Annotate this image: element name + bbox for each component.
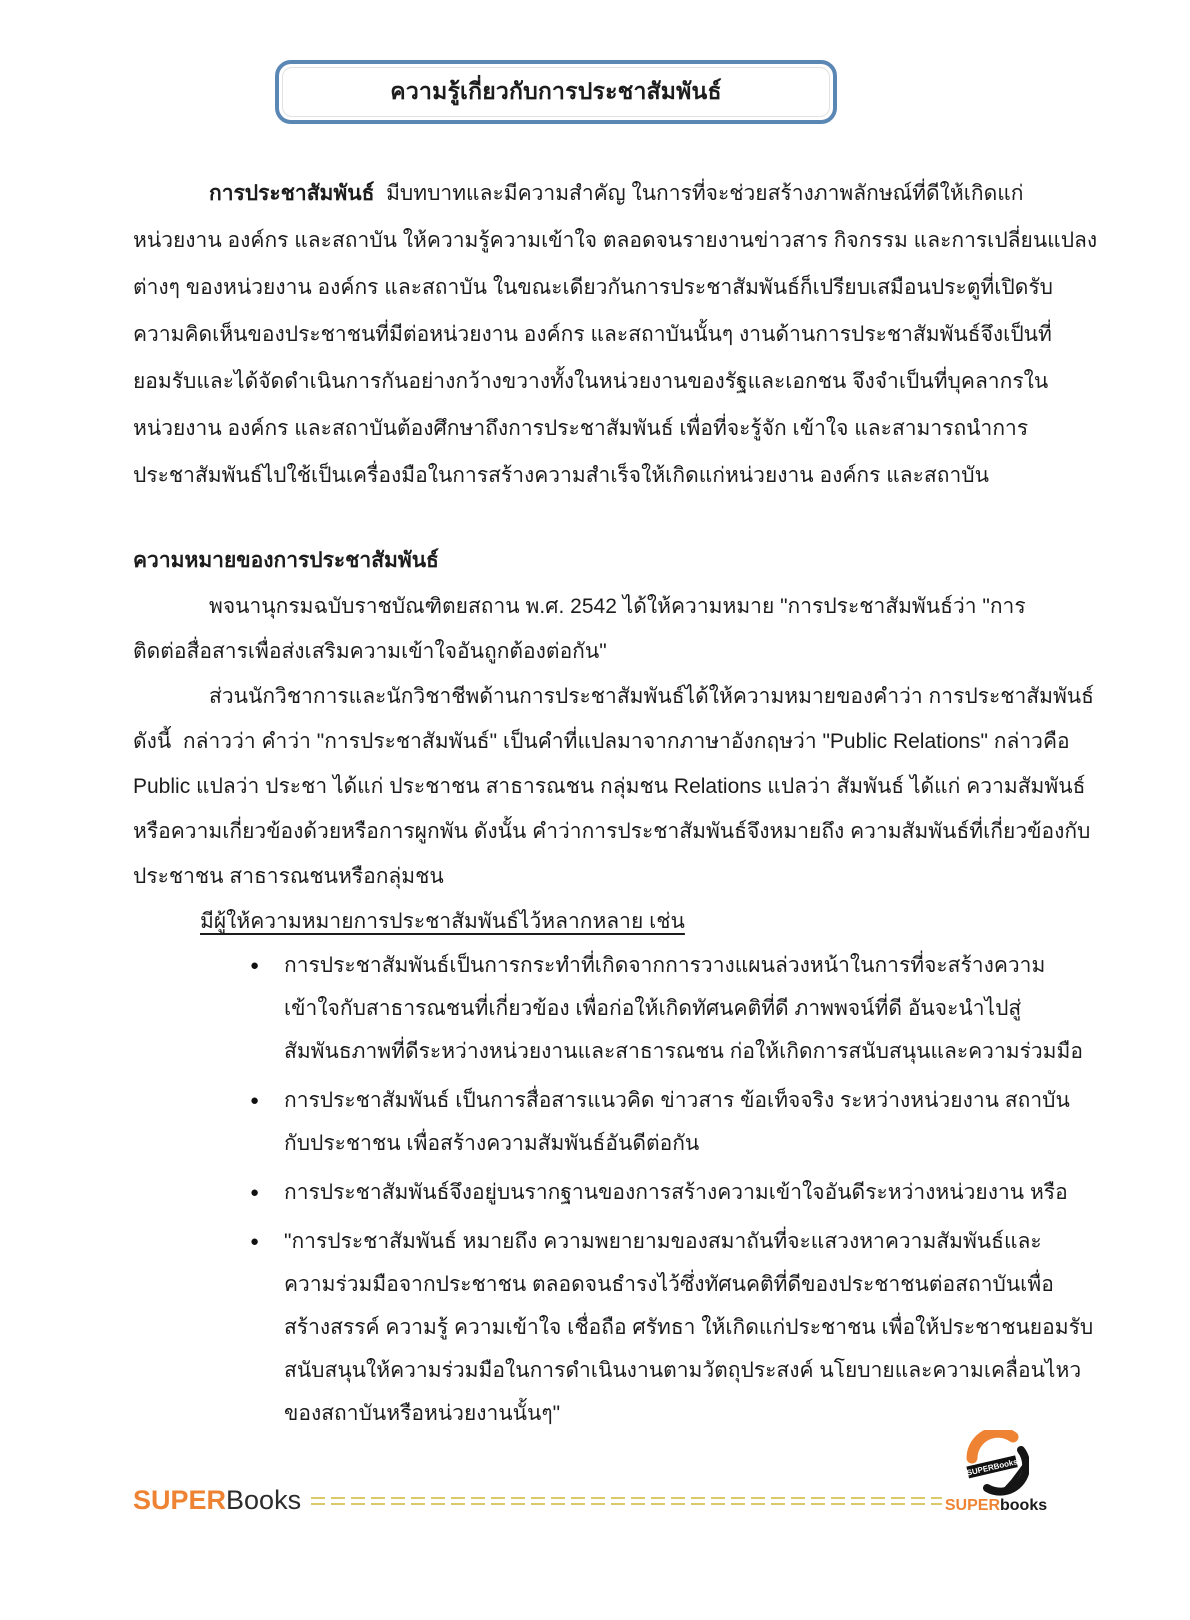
- underlined-subheading: มีผู้ให้ความหมายการประชาสัมพันธ์ไว้หลากหลาย เช่น: [200, 910, 685, 933]
- bullet-line: สร้างสรรค์ ความรู้ ความเข้าใจ เชื่อถือ ศรัทธา ให้เกิดแก่ประชาชน เพื่อให้ประชาชนยอมรับ: [284, 1316, 1094, 1339]
- text-line: พจนานุกรมฉบับราชบัณฑิตยสถาน พ.ศ. 2542 ได้ให้ความหมาย "การประชาสัมพันธ์ว่า "การ: [209, 595, 1026, 618]
- title-box-inner-border: [282, 67, 830, 117]
- footer-logo-wordmark: [945, 1498, 1047, 1514]
- text-line: การประชาสัมพันธ์ มีบทบาทและมีความสำคัญ ในการที่จะช่วยสร้างภาพลักษณ์ที่ดีให้เกิดแก่: [133, 170, 1063, 217]
- text-line: ดังนี้ กล่าวว่า คำว่า "การประชาสัมพันธ์" เป็นคำที่แปลมาจากภาษาอังกฤษว่า "Public Relations" กล่าวคือ: [133, 730, 1070, 753]
- text-line: หน่วยงาน องค์กร และสถาบันต้องศึกษาถึงการประชาสัมพันธ์ เพื่อที่จะรู้จัก เข้าใจ และสามารถนำการ: [133, 417, 1029, 440]
- bullet-dot-icon: ●: [250, 1233, 260, 1250]
- bullet-item: [133, 944, 1083, 1073]
- page-title: ความรู้เกี่ยวกับการประชาสัมพันธ์: [390, 78, 722, 104]
- footer-brand: [133, 1487, 301, 1514]
- intro-paragraph: [133, 170, 1098, 499]
- text-line: ติดต่อสื่อสารเพื่อส่งเสริมความเข้าใจอันถูกต้องต่อกัน": [133, 640, 607, 663]
- footer-brand-super: SUPER: [133, 1485, 227, 1515]
- bullet-dot-icon: ●: [250, 957, 260, 974]
- text-line: ความคิดเห็นของประชาชนที่มีต่อหน่วยงาน องค์กร และสถาบันนั้นๆ งานด้านการประชาสัมพันธ์จึงเป็นที่: [133, 323, 1052, 346]
- footer: [133, 1430, 1048, 1515]
- bullet-list: [133, 944, 1094, 1435]
- text-line: หน่วยงาน องค์กร และสถาบัน ให้ความรู้ความเข้าใจ ตลอดจนรายงานข่าวสาร กิจกรรม และการเปลี่ยนแปลง: [133, 229, 1098, 252]
- superbooks-logo-icon: [963, 1430, 1029, 1496]
- text-line: หรือความเกี่ยวข้องด้วยหรือการผูกพัน ดังนั้น คำว่าการประชาสัมพันธ์จึงหมายถึง ความสัมพันธ์ที่เกี่ยวข้องกับ: [133, 820, 1091, 843]
- bullet-item: [133, 1220, 1094, 1435]
- bullet-line: สนับสนุนให้ความร่วมมือในการดำเนินงานตามวัตถุประสงค์ นโยบายและความเคลื่อนไหว: [284, 1359, 1082, 1382]
- body-content: [133, 170, 1098, 1441]
- section-heading: ความหมายของการประชาสัมพันธ์: [133, 549, 439, 572]
- bullet-dot-icon: ●: [250, 1184, 260, 1201]
- text-line: ยอมรับและได้จัดดำเนินการกันอย่างกว้างขวางทั้งในหน่วยงานของรัฐและเอกชน จึงจำเป็นที่บุคลากรใน: [133, 370, 1049, 393]
- footer-brand-books: Books: [226, 1485, 302, 1515]
- lead-term: การประชาสัมพันธ์: [209, 182, 375, 205]
- bullet-line: ของสถาบันหรือหน่วยงานนั้นๆ": [284, 1402, 561, 1425]
- logo-banner-text: SUPERBooks: [965, 1457, 1019, 1478]
- bullet-line: ความร่วมมือจากประชาชน ตลอดจนธำรงไว้ซึ่งทัศนคติที่ดีของประชาชนต่อสถาบันเพื่อ: [284, 1273, 1054, 1296]
- text-line: ประชาชน สาธารณชนหรือกลุ่มชน: [133, 865, 444, 888]
- footer-dash-divider: [311, 1497, 942, 1505]
- text-line: Public แปลว่า ประชา ได้แก่ ประชาชน สาธารณชน กลุ่มชน Relations แปลว่า สัมพันธ์ ได้แก่ ความสัมพันธ์: [133, 775, 1086, 798]
- title-box: [275, 60, 837, 124]
- bullet-line: ● การประชาสัมพันธ์ เป็นการสื่อสารแนวคิด ข่าวสาร ข้อเท็จจริง ระหว่างหน่วยงาน สถาบัน: [133, 1079, 1063, 1122]
- footer-logo: [944, 1430, 1048, 1514]
- bullet-line: ● การประชาสัมพันธ์จึงอยู่บนรากฐานของการสร้างความเข้าใจอันดีระหว่างหน่วยงาน หรือ: [133, 1171, 1063, 1214]
- bullet-item: [133, 1171, 1068, 1214]
- text-line: ส่วนนักวิชาการและนักวิชาชีพด้านการประชาสัมพันธ์ได้ให้ความหมายของคำว่า การประชาสัมพันธ์: [209, 685, 1094, 708]
- vertical-spacer: [133, 499, 1063, 537]
- bullet-line: ● การประชาสัมพันธ์เป็นการกระทำที่เกิดจากการวางแผนล่วงหน้าในการที่จะสร้างความ: [133, 944, 1063, 987]
- bullet-dot-icon: ●: [250, 1092, 260, 1109]
- bullet-item: [133, 1079, 1070, 1165]
- bullet-line: สัมพันธภาพที่ดีระหว่างหน่วยงานและสาธารณชน ก่อให้เกิดการสนับสนุนและความร่วมมือ: [284, 1040, 1083, 1063]
- text-line: ต่างๆ ของหน่วยงาน องค์กร และสถาบัน ในขณะเดียวกันการประชาสัมพันธ์ก็เปรียบเสมือนประตูที่เปิดรับ: [133, 276, 1053, 299]
- wordmark-books: books: [1000, 1497, 1048, 1514]
- bullet-line: ● "การประชาสัมพันธ์ หมายถึง ความพยายามของสมาถันที่จะแสวงหาความสัมพันธ์และ: [133, 1220, 1063, 1263]
- wordmark-super: SUPER: [944, 1497, 1000, 1514]
- bullet-line: เข้าใจกับสาธารณชนที่เกี่ยวข้อง เพื่อก่อให้เกิดทัศนคติที่ดี ภาพพจน์ที่ดี อันจะนำไปสู่: [284, 997, 1022, 1020]
- definition-paragraph: [133, 584, 1094, 899]
- text-line: ประชาสัมพันธ์ไปใช้เป็นเครื่องมือในการสร้างความสำเร็จให้เกิดแก่หน่วยงาน องค์กร และสถาบัน: [133, 464, 989, 487]
- bullet-line: กับประชาชน เพื่อสร้างความสัมพันธ์อันดีต่อกัน: [284, 1132, 700, 1155]
